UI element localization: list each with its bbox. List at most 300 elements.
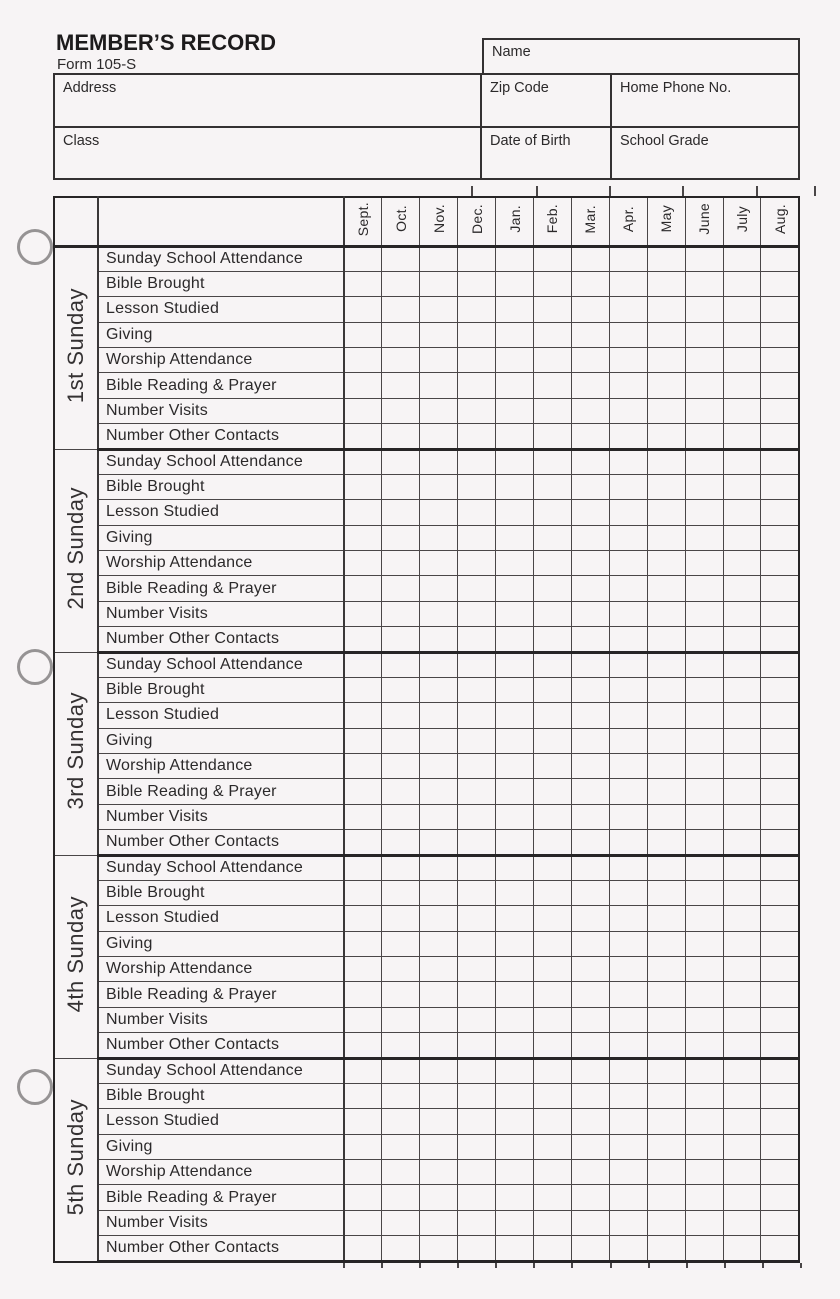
data-cell: [571, 906, 609, 931]
data-cell: [344, 982, 382, 1007]
name-field-box: [482, 38, 800, 73]
data-cell: [496, 880, 534, 905]
data-cell: [420, 703, 458, 728]
header-row-address: [53, 73, 800, 128]
data-cell: [420, 373, 458, 398]
data-cell: [723, 703, 761, 728]
data-cell: [609, 576, 647, 601]
data-cell: [458, 703, 496, 728]
record-row: [54, 322, 799, 347]
data-cell: [496, 703, 534, 728]
phone-field-box: [612, 75, 798, 126]
data-cell: [647, 525, 685, 550]
record-row: [54, 779, 799, 804]
data-cell: [571, 424, 609, 449]
data-cell: [382, 474, 420, 499]
data-cell: [344, 754, 382, 779]
scan-mark: [471, 186, 473, 196]
activity-label-cell: [98, 1160, 344, 1185]
data-cell: [723, 1033, 761, 1058]
data-cell: [534, 1185, 572, 1210]
data-cell: [571, 931, 609, 956]
group-label-cell: [54, 1058, 98, 1262]
activity-label: Worship Attendance: [106, 1163, 253, 1181]
data-cell: [723, 373, 761, 398]
data-cell: [647, 957, 685, 982]
activity-label: Giving: [106, 934, 153, 952]
data-cell: [534, 601, 572, 626]
data-cell: [534, 1160, 572, 1185]
data-cell: [382, 424, 420, 449]
data-cell: [534, 474, 572, 499]
record-row: [54, 1210, 799, 1235]
data-cell: [344, 424, 382, 449]
data-cell: [344, 373, 382, 398]
data-cell: [382, 500, 420, 525]
data-cell: [723, 779, 761, 804]
data-cell: [344, 880, 382, 905]
activity-label-cell: [98, 804, 344, 829]
data-cell: [723, 398, 761, 423]
data-cell: [534, 830, 572, 855]
activity-label: Giving: [106, 528, 153, 546]
data-cell: [344, 398, 382, 423]
activity-label: Sunday School Attendance: [106, 250, 303, 268]
data-cell: [534, 627, 572, 652]
data-cell: [761, 830, 799, 855]
data-cell: [647, 754, 685, 779]
data-cell: [723, 1210, 761, 1235]
data-cell: [761, 1185, 799, 1210]
data-cell: [534, 398, 572, 423]
data-cell: [382, 931, 420, 956]
data-cell: [685, 627, 723, 652]
scan-mark: [814, 186, 816, 196]
data-cell: [571, 246, 609, 271]
record-row: [54, 576, 799, 601]
scan-mark: [800, 1263, 802, 1268]
data-cell: [609, 474, 647, 499]
data-cell: [420, 1134, 458, 1159]
record-row: [54, 449, 799, 474]
data-cell: [496, 754, 534, 779]
data-cell: [496, 1033, 534, 1058]
month-label: Dec.: [468, 203, 485, 234]
activity-label: Bible Reading & Prayer: [106, 579, 277, 597]
data-cell: [761, 1109, 799, 1134]
group-label-cell: [54, 449, 98, 652]
data-cell: [723, 297, 761, 322]
data-cell: [609, 551, 647, 576]
data-cell: [761, 246, 799, 271]
data-cell: [458, 931, 496, 956]
activity-label-cell: [98, 373, 344, 398]
data-cell: [534, 424, 572, 449]
data-cell: [571, 855, 609, 880]
data-cell: [420, 754, 458, 779]
data-cell: [344, 652, 382, 677]
data-cell: [609, 779, 647, 804]
record-row: [54, 297, 799, 322]
data-cell: [609, 1134, 647, 1159]
data-cell: [685, 1033, 723, 1058]
record-row: [54, 1160, 799, 1185]
record-row: [54, 525, 799, 550]
data-cell: [571, 1185, 609, 1210]
data-cell: [571, 500, 609, 525]
group-label-cell: [54, 246, 98, 449]
month-header-oct: [382, 197, 420, 246]
data-cell: [458, 348, 496, 373]
data-cell: [761, 804, 799, 829]
activity-label: Number Visits: [106, 1010, 208, 1028]
data-cell: [647, 728, 685, 753]
class-field-box: [55, 128, 482, 178]
data-cell: [571, 779, 609, 804]
data-cell: [571, 474, 609, 499]
data-cell: [534, 348, 572, 373]
zip-field-box: [482, 75, 612, 126]
activity-label: Sunday School Attendance: [106, 1062, 303, 1080]
record-row: [54, 474, 799, 499]
record-row: [54, 398, 799, 423]
data-cell: [344, 1083, 382, 1108]
data-cell: [458, 1033, 496, 1058]
data-cell: [382, 855, 420, 880]
data-cell: [458, 1083, 496, 1108]
data-cell: [420, 1210, 458, 1235]
data-cell: [344, 804, 382, 829]
month-label: Jan.: [506, 204, 523, 233]
form-number: Form 105-S: [57, 56, 137, 73]
scan-mark: [682, 186, 684, 196]
grade-field-box: [612, 128, 798, 178]
data-cell: [496, 931, 534, 956]
zip-field-label: Zip Code: [490, 80, 549, 96]
data-cell: [382, 1083, 420, 1108]
month-header-jan: [496, 197, 534, 246]
data-cell: [685, 880, 723, 905]
data-cell: [496, 398, 534, 423]
data-cell: [571, 322, 609, 347]
data-cell: [496, 474, 534, 499]
data-cell: [685, 703, 723, 728]
data-cell: [458, 525, 496, 550]
data-cell: [647, 677, 685, 702]
data-cell: [458, 728, 496, 753]
month-label: Aug.: [771, 203, 788, 234]
data-cell: [534, 779, 572, 804]
data-cell: [496, 982, 534, 1007]
data-cell: [685, 551, 723, 576]
record-row: [54, 728, 799, 753]
data-cell: [761, 398, 799, 423]
group-label: 4th Sunday: [63, 895, 88, 1013]
data-cell: [344, 957, 382, 982]
data-cell: [420, 474, 458, 499]
data-cell: [571, 627, 609, 652]
data-cell: [609, 1033, 647, 1058]
activity-label: Number Visits: [106, 1213, 208, 1231]
data-cell: [420, 576, 458, 601]
record-row: [54, 1058, 799, 1083]
data-cell: [496, 373, 534, 398]
data-cell: [723, 348, 761, 373]
data-cell: [382, 728, 420, 753]
data-cell: [647, 271, 685, 296]
data-cell: [534, 1083, 572, 1108]
data-cell: [609, 271, 647, 296]
activity-label-cell: [98, 1083, 344, 1108]
data-cell: [344, 246, 382, 271]
header-row-class: [53, 128, 800, 180]
data-cell: [723, 1083, 761, 1108]
data-cell: [420, 1058, 458, 1083]
record-row: [54, 601, 799, 626]
data-cell: [534, 500, 572, 525]
data-cell: [534, 1109, 572, 1134]
data-cell: [761, 424, 799, 449]
data-cell: [344, 779, 382, 804]
data-cell: [685, 652, 723, 677]
data-cell: [609, 601, 647, 626]
data-cell: [571, 398, 609, 423]
scan-mark: [571, 1263, 573, 1268]
data-cell: [647, 703, 685, 728]
data-cell: [420, 601, 458, 626]
data-cell: [609, 322, 647, 347]
data-cell: [382, 297, 420, 322]
data-cell: [761, 1083, 799, 1108]
data-cell: [496, 271, 534, 296]
data-cell: [496, 1109, 534, 1134]
data-cell: [534, 982, 572, 1007]
activity-label: Bible Brought: [106, 275, 205, 293]
scan-mark: [457, 1263, 459, 1268]
activity-label: Bible Reading & Prayer: [106, 1188, 277, 1206]
data-cell: [609, 931, 647, 956]
data-cell: [534, 652, 572, 677]
month-header-nov: [420, 197, 458, 246]
activity-label-cell: [98, 449, 344, 474]
data-cell: [647, 297, 685, 322]
data-cell: [458, 449, 496, 474]
data-cell: [685, 728, 723, 753]
grade-field-label: School Grade: [620, 133, 709, 149]
data-cell: [534, 449, 572, 474]
data-cell: [609, 449, 647, 474]
activity-label-cell: [98, 957, 344, 982]
data-cell: [647, 1236, 685, 1262]
data-cell: [647, 982, 685, 1007]
data-cell: [723, 1109, 761, 1134]
activity-label-cell: [98, 1210, 344, 1235]
activity-label: Lesson Studied: [106, 1112, 220, 1130]
month-label: July: [734, 205, 751, 232]
activity-label-cell: [98, 246, 344, 271]
data-cell: [647, 652, 685, 677]
data-cell: [420, 906, 458, 931]
data-cell: [761, 703, 799, 728]
data-cell: [534, 1007, 572, 1032]
data-cell: [647, 855, 685, 880]
data-cell: [571, 1083, 609, 1108]
activity-label-cell: [98, 424, 344, 449]
data-cell: [609, 906, 647, 931]
data-cell: [420, 297, 458, 322]
activity-label-cell: [98, 652, 344, 677]
data-cell: [647, 373, 685, 398]
data-cell: [571, 957, 609, 982]
data-cell: [344, 1185, 382, 1210]
data-cell: [534, 1134, 572, 1159]
data-cell: [496, 677, 534, 702]
activity-label: Giving: [106, 325, 153, 343]
data-cell: [382, 779, 420, 804]
data-cell: [382, 982, 420, 1007]
activity-label-cell: [98, 322, 344, 347]
activity-label-cell: [98, 880, 344, 905]
data-cell: [344, 297, 382, 322]
data-cell: [685, 957, 723, 982]
data-cell: [685, 373, 723, 398]
data-cell: [496, 906, 534, 931]
data-cell: [761, 652, 799, 677]
data-cell: [723, 830, 761, 855]
data-cell: [685, 1210, 723, 1235]
data-cell: [382, 1007, 420, 1032]
data-cell: [420, 677, 458, 702]
data-cell: [647, 246, 685, 271]
record-row: [54, 424, 799, 449]
activity-label: Worship Attendance: [106, 757, 253, 775]
data-cell: [609, 373, 647, 398]
data-cell: [344, 551, 382, 576]
data-cell: [382, 246, 420, 271]
data-cell: [420, 1033, 458, 1058]
data-cell: [534, 677, 572, 702]
record-row: [54, 677, 799, 702]
data-cell: [420, 830, 458, 855]
data-cell: [382, 1185, 420, 1210]
data-cell: [609, 246, 647, 271]
data-cell: [344, 931, 382, 956]
data-cell: [685, 1083, 723, 1108]
data-cell: [723, 677, 761, 702]
data-cell: [723, 627, 761, 652]
data-cell: [723, 1134, 761, 1159]
record-row: [54, 957, 799, 982]
month-header-sept: [344, 197, 382, 246]
data-cell: [420, 1185, 458, 1210]
activity-label: Number Other Contacts: [106, 1239, 280, 1257]
activity-label-cell: [98, 982, 344, 1007]
group-label: 3rd Sunday: [63, 692, 88, 810]
data-cell: [571, 754, 609, 779]
data-cell: [420, 779, 458, 804]
data-cell: [609, 855, 647, 880]
data-cell: [534, 271, 572, 296]
activity-label-cell: [98, 1033, 344, 1058]
data-cell: [647, 1210, 685, 1235]
data-cell: [723, 1236, 761, 1262]
data-cell: [761, 551, 799, 576]
month-header-feb: [534, 197, 572, 246]
data-cell: [571, 1109, 609, 1134]
month-label: Feb.: [544, 204, 561, 234]
activity-label: Bible Reading & Prayer: [106, 782, 277, 800]
data-cell: [761, 880, 799, 905]
data-cell: [420, 1236, 458, 1262]
activity-label-cell: [98, 1109, 344, 1134]
month-header-mar: [571, 197, 609, 246]
data-cell: [534, 1210, 572, 1235]
data-cell: [458, 271, 496, 296]
group-label-cell: [54, 652, 98, 855]
record-table: [53, 196, 800, 1263]
activity-label: Bible Reading & Prayer: [106, 376, 277, 394]
data-cell: [609, 1109, 647, 1134]
data-cell: [685, 525, 723, 550]
data-cell: [647, 1083, 685, 1108]
data-cell: [609, 1210, 647, 1235]
data-cell: [609, 1185, 647, 1210]
activity-label-cell: [98, 779, 344, 804]
data-cell: [534, 373, 572, 398]
data-cell: [420, 1160, 458, 1185]
data-cell: [382, 880, 420, 905]
activity-label: Worship Attendance: [106, 960, 253, 978]
activity-label-cell: [98, 677, 344, 702]
form-title: MEMBER’S RECORD: [56, 30, 277, 55]
data-cell: [723, 880, 761, 905]
activity-label: Worship Attendance: [106, 554, 253, 572]
record-row: [54, 652, 799, 677]
data-cell: [685, 449, 723, 474]
data-cell: [647, 348, 685, 373]
data-cell: [420, 728, 458, 753]
record-row: [54, 754, 799, 779]
data-cell: [685, 982, 723, 1007]
data-cell: [761, 1210, 799, 1235]
phone-field-label: Home Phone No.: [620, 80, 732, 96]
data-cell: [534, 880, 572, 905]
data-cell: [609, 830, 647, 855]
data-cell: [496, 1058, 534, 1083]
data-cell: [685, 322, 723, 347]
data-cell: [496, 576, 534, 601]
activity-label-cell: [98, 830, 344, 855]
data-cell: [723, 474, 761, 499]
activity-label: Number Visits: [106, 401, 208, 419]
activity-label: Sunday School Attendance: [106, 656, 303, 674]
data-cell: [534, 1236, 572, 1262]
data-cell: [382, 322, 420, 347]
data-cell: [685, 855, 723, 880]
data-cell: [382, 551, 420, 576]
activity-label: Bible Brought: [106, 681, 205, 699]
data-cell: [534, 1058, 572, 1083]
record-row: [54, 246, 799, 271]
data-cell: [647, 601, 685, 626]
data-cell: [647, 424, 685, 449]
data-cell: [685, 474, 723, 499]
data-cell: [534, 551, 572, 576]
group-label: 1st Sunday: [63, 287, 88, 404]
activity-label: Lesson Studied: [106, 300, 220, 318]
data-cell: [609, 652, 647, 677]
data-cell: [761, 754, 799, 779]
